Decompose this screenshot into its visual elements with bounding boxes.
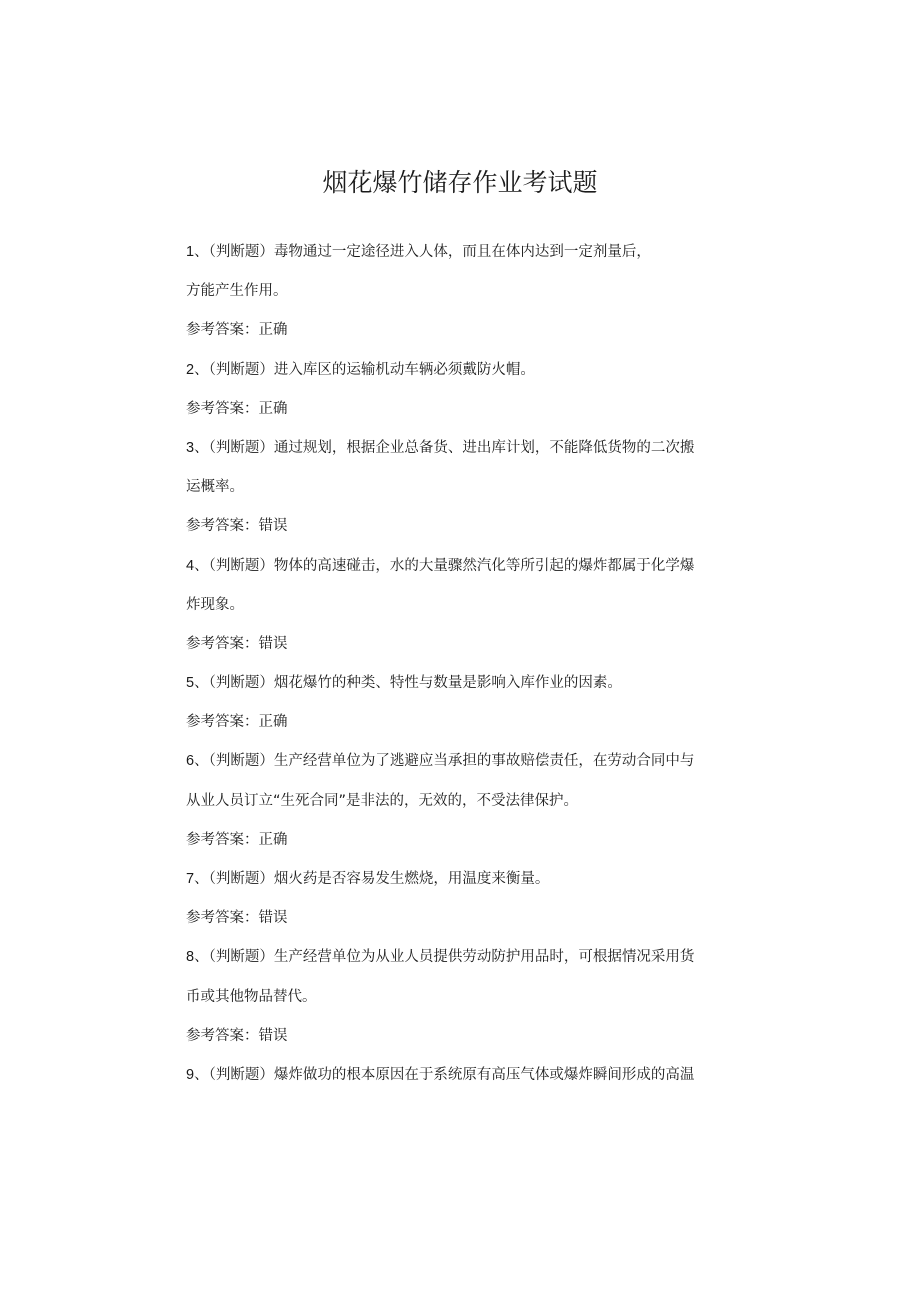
question-7-answer — [186, 899, 746, 938]
answer-label: 参考答案： — [186, 322, 259, 339]
question-1-line-2 — [186, 272, 746, 311]
answer-label: 参考答案： — [186, 635, 259, 652]
question-1-line-1 — [186, 233, 746, 272]
answer-value: 错误 — [258, 635, 288, 652]
question-5-answer — [186, 703, 746, 742]
question-number: 8 — [186, 949, 195, 966]
question-text: 通过规划，根据企业总备货、进出库计划，不能降低货物的二次搬 — [273, 439, 695, 456]
question-text: 炸现象。 — [186, 596, 244, 613]
question-text: 生产经营单位为了逃避应当承担的事故赔偿责任，在劳动合同中与 — [273, 753, 695, 770]
answer-label: 参考答案： — [186, 910, 259, 927]
question-type: 、（判断题） — [194, 1066, 274, 1083]
question-3-line-2 — [186, 468, 746, 507]
question-4-line-1 — [186, 547, 746, 586]
answer-value: 正确 — [258, 714, 288, 731]
question-list — [186, 233, 746, 1095]
question-3-line-1 — [186, 429, 746, 468]
question-4-line-2 — [186, 586, 746, 625]
question-number: 7 — [186, 871, 195, 887]
question-text: 爆炸做功的根本原因在于系统原有高压气体或爆炸瞬间形成的高温 — [273, 1066, 695, 1083]
question-6-line-1 — [186, 742, 746, 781]
question-text: 毒物通过一定途径进入人体，而且在体内达到一定剂量后， — [273, 244, 651, 260]
answer-value: 正确 — [258, 831, 288, 848]
question-number: 2 — [186, 361, 195, 378]
question-number: 4 — [186, 557, 195, 574]
question-8-line-1 — [186, 938, 746, 977]
question-type: 、（判断题） — [194, 949, 274, 966]
question-type: 、（判断题） — [194, 871, 274, 887]
question-type: 、（判断题） — [194, 675, 274, 692]
question-text: 从业人员订立“生死合同”是非法的，无效的，不受法律保护。 — [186, 792, 579, 809]
question-type: 、（判断题） — [194, 557, 274, 574]
question-text: 物体的高速碰击，水的大量骤然汽化等所引起的爆炸都属于化学爆 — [273, 557, 695, 574]
question-5-line-1 — [186, 664, 746, 703]
question-4-answer — [186, 625, 746, 664]
question-8-answer — [186, 1017, 746, 1056]
question-type: 、（判断题） — [194, 439, 274, 456]
question-text: 烟火药是否容易发生燃烧，用温度来衡量。 — [273, 871, 550, 887]
document-title: 烟花爆竹储存作业考试题 — [322, 168, 598, 197]
answer-label: 参考答案： — [186, 518, 259, 535]
question-6-answer — [186, 821, 746, 860]
question-6-line-2 — [186, 782, 746, 821]
question-3-answer — [186, 507, 746, 546]
answer-label: 参考答案： — [186, 1027, 259, 1044]
question-number: 9 — [186, 1066, 195, 1083]
question-number: 3 — [186, 439, 195, 456]
question-type: 、（判断题） — [194, 753, 274, 770]
question-type: 、（判断题） — [194, 244, 274, 260]
question-8-line-2 — [186, 978, 746, 1017]
answer-label: 参考答案： — [186, 400, 259, 417]
question-type: 、（判断题） — [194, 361, 274, 378]
answer-value: 错误 — [258, 910, 288, 927]
answer-value: 正确 — [258, 322, 288, 339]
question-number: 6 — [186, 753, 195, 770]
question-text: 币或其他物品替代。 — [186, 988, 317, 1005]
question-1-answer — [186, 311, 746, 350]
question-text: 方能产生作用。 — [186, 283, 288, 300]
answer-value: 错误 — [258, 1027, 288, 1044]
question-7-line-1 — [186, 860, 746, 899]
answer-label: 参考答案： — [186, 831, 259, 848]
answer-label: 参考答案： — [186, 714, 259, 731]
question-2-answer — [186, 390, 746, 429]
question-text: 烟花爆竹的种类、特性与数量是影响入库作业的因素。 — [273, 675, 622, 692]
question-text: 运概率。 — [186, 479, 244, 496]
question-9-line-1 — [186, 1056, 746, 1095]
answer-value: 错误 — [258, 518, 288, 535]
answer-value: 正确 — [258, 400, 288, 417]
question-2-line-1 — [186, 351, 746, 390]
question-text: 进入库区的运输机动车辆必须戴防火帽。 — [273, 361, 535, 378]
question-number: 1 — [186, 244, 195, 260]
question-number: 5 — [186, 675, 195, 692]
question-text: 生产经营单位为从业人员提供劳动防护用品时，可根据情况采用货 — [273, 949, 695, 966]
